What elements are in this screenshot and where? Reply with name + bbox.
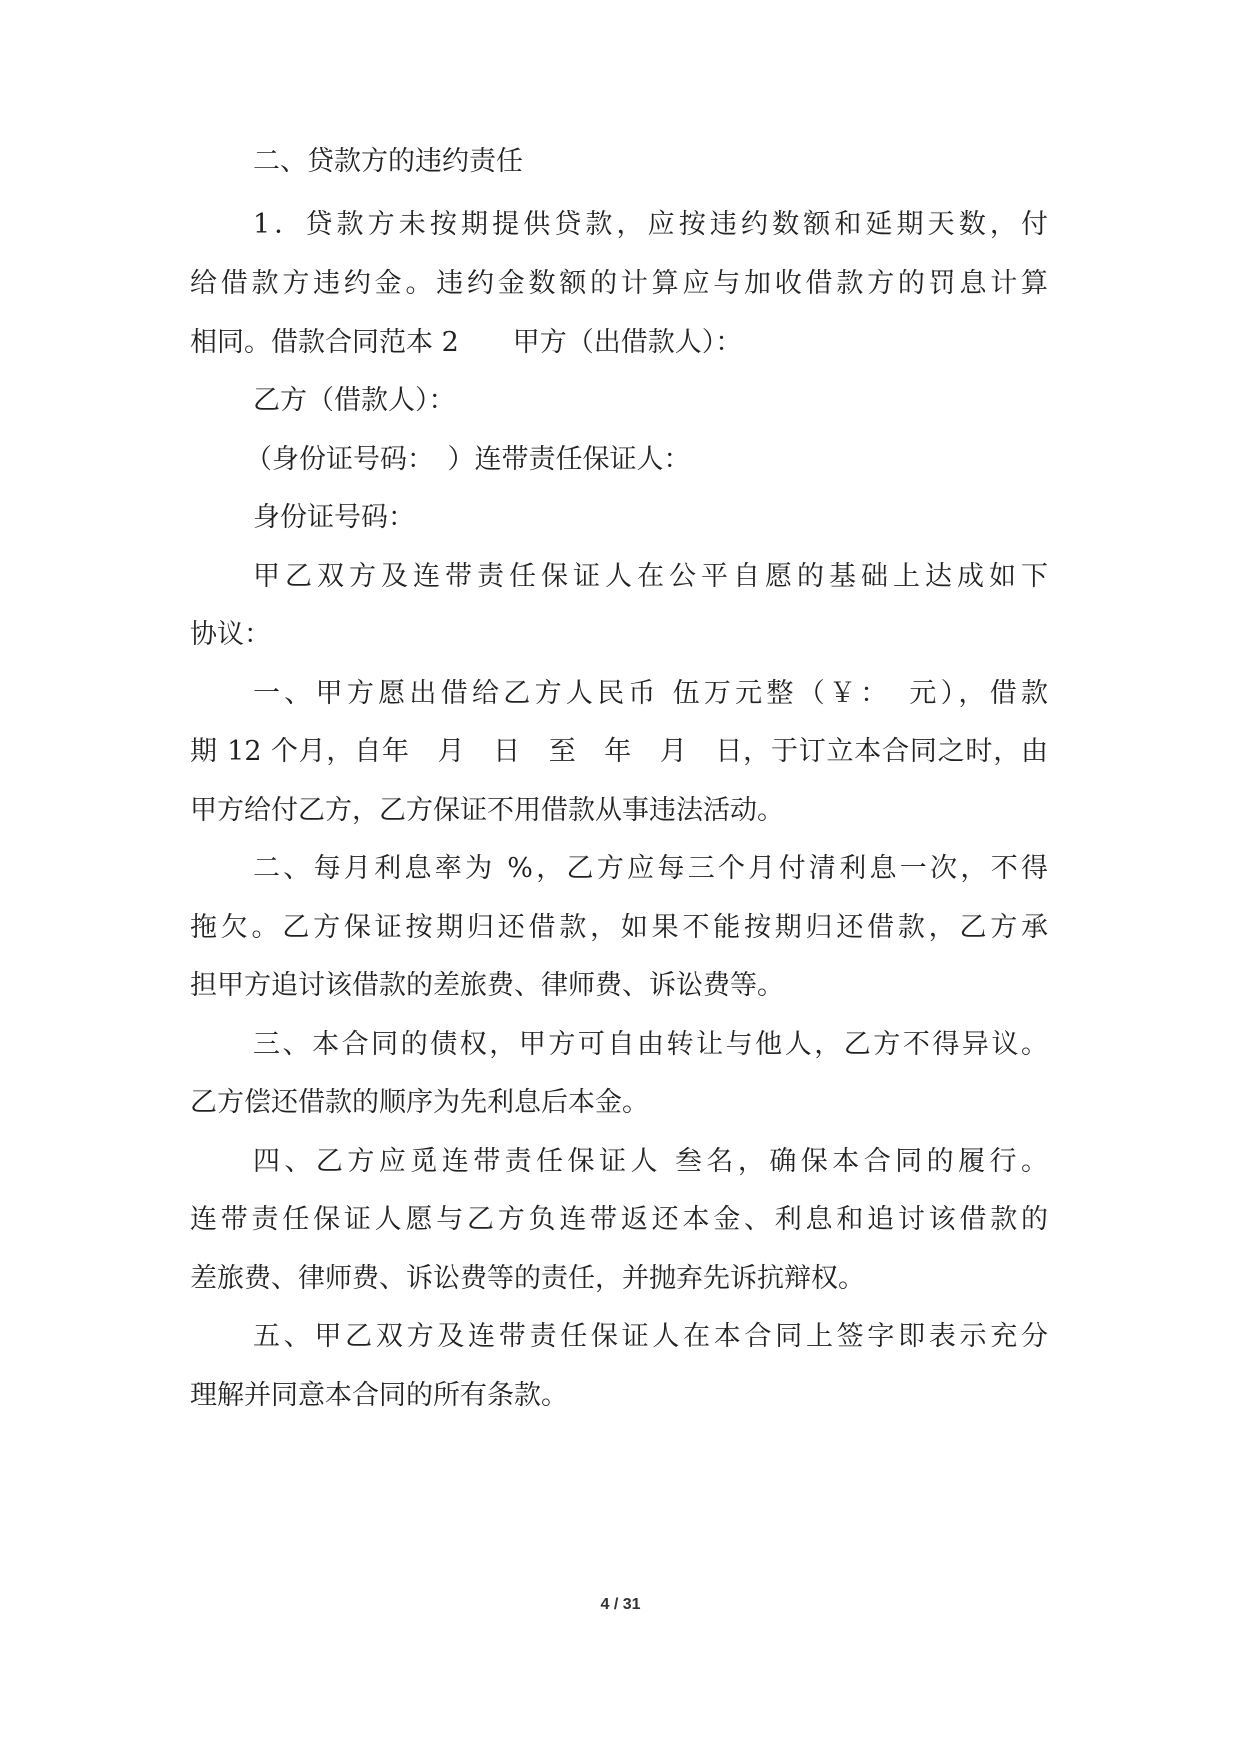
paragraph-line: 一、甲方愿出借给乙方人民币 伍万元整（￥： 元），借款 xyxy=(253,678,1048,709)
paragraph-line: 理解并同意本合同的所有条款。 xyxy=(190,1380,568,1411)
paragraph-line: 差旅费、律师费、诉讼费等的责任，并抛弃先诉抗辩权。 xyxy=(190,1263,865,1294)
paragraph-line: 乙方偿还借款的顺序为先利息后本金。 xyxy=(190,1087,649,1118)
paragraph-line: 1．贷款方未按期提供贷款，应按违约数额和延期天数，付 xyxy=(253,209,1048,240)
page-number: 4 / 31 xyxy=(600,1596,641,1613)
paragraph-line: 协议： xyxy=(190,619,271,650)
paragraph-line: 五、甲乙双方及连带责任保证人在本合同上签字即表示充分 xyxy=(253,1321,1048,1352)
paragraph-line: 相同。借款合同范本 2 甲方（出借款人）： xyxy=(190,327,743,358)
paragraph-line: （身份证号码： ）连带责任保证人： xyxy=(245,444,691,475)
paragraph-line: 四、乙方应觅连带责任保证人 叁名，确保本合同的履行。 xyxy=(253,1146,1048,1177)
paragraph-line: 担甲方追讨该借款的差旅费、律师费、诉讼费等。 xyxy=(190,970,784,1001)
paragraph-line: 二、每月利息率为 %，乙方应每三个月付清利息一次，不得 xyxy=(253,853,1048,884)
paragraph-line: 身份证号码： xyxy=(253,502,415,533)
paragraph-line: 乙方（借款人）： xyxy=(253,385,456,416)
paragraph-line: 期 12 个月，自年 月 日 至 年 月 日，于订立本合同之时，由 xyxy=(190,736,1048,767)
paragraph-line: 甲乙双方及连带责任保证人在公平自愿的基础上达成如下 xyxy=(253,561,1048,592)
paragraph-line: 连带责任保证人愿与乙方负连带返还本金、利息和追讨该借款的 xyxy=(190,1204,1048,1235)
paragraph-line: 给借款方违约金。违约金数额的计算应与加收借款方的罚息计算 xyxy=(190,268,1048,299)
paragraph-line: 三、本合同的债权，甲方可自由转让与他人，乙方不得异议。 xyxy=(253,1029,1048,1060)
section-heading: 二、贷款方的违约责任 xyxy=(253,146,523,177)
paragraph-line: 甲方给付乙方，乙方保证不用借款从事违法活动。 xyxy=(190,795,784,826)
paragraph-line: 拖欠。乙方保证按期归还借款，如果不能按期归还借款，乙方承 xyxy=(190,912,1048,943)
